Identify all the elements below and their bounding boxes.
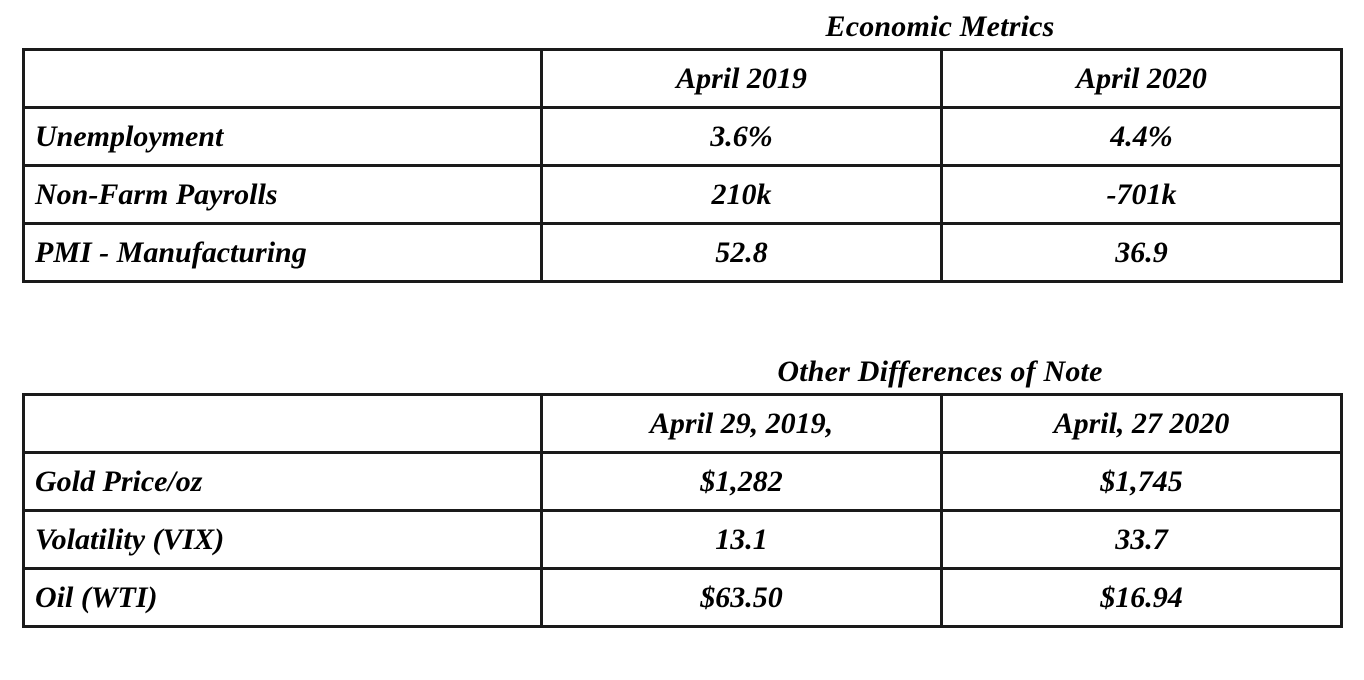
- row-label-pmi-manufacturing: PMI - Manufacturing: [24, 224, 542, 282]
- column-header-1: April 2019: [542, 50, 942, 108]
- cell-pmi-manufacturing-2020: 36.9: [942, 224, 1342, 282]
- cell-volatility-vix-2020: 33.7: [942, 511, 1342, 569]
- column-header-1: April 29, 2019,: [542, 395, 942, 453]
- economic-metrics-table-block: [22, 10, 1340, 283]
- column-header-2: April 2020: [942, 50, 1342, 108]
- economic-metrics-table: [22, 48, 1343, 283]
- table-corner-cell: [24, 395, 542, 453]
- cell-oil-wti-2020: $16.94: [942, 569, 1342, 627]
- table-corner-cell: [24, 50, 542, 108]
- table-title-economic-metrics: Economic Metrics: [825, 10, 1055, 43]
- cell-unemployment-2020: 4.4%: [942, 108, 1342, 166]
- row-label-unemployment: Unemployment: [24, 108, 542, 166]
- table-row: [24, 166, 1342, 224]
- other-differences-table: [22, 393, 1343, 628]
- cell-non-farm-payrolls-2019: 210k: [542, 166, 942, 224]
- cell-volatility-vix-2019: 13.1: [542, 511, 942, 569]
- row-label-non-farm-payrolls: Non-Farm Payrolls: [24, 166, 542, 224]
- table-row: [24, 453, 1342, 511]
- table-header-row: [24, 50, 1342, 108]
- table-row: [24, 569, 1342, 627]
- cell-non-farm-payrolls-2020: -701k: [942, 166, 1342, 224]
- cell-gold-price-2020: $1,745: [942, 453, 1342, 511]
- table-title-other-differences: Other Differences of Note: [777, 355, 1103, 388]
- table-header-row: [24, 395, 1342, 453]
- cell-pmi-manufacturing-2019: 52.8: [542, 224, 942, 282]
- row-label-oil-wti: Oil (WTI): [24, 569, 542, 627]
- cell-oil-wti-2019: $63.50: [542, 569, 942, 627]
- table-row: [24, 108, 1342, 166]
- table-row: [24, 511, 1342, 569]
- cell-unemployment-2019: 3.6%: [542, 108, 942, 166]
- other-differences-table-block: [22, 355, 1340, 628]
- row-label-gold-price: Gold Price/oz: [24, 453, 542, 511]
- table-row: [24, 224, 1342, 282]
- row-label-volatility-vix: Volatility (VIX): [24, 511, 542, 569]
- cell-gold-price-2019: $1,282: [542, 453, 942, 511]
- column-header-2: April, 27 2020: [942, 395, 1342, 453]
